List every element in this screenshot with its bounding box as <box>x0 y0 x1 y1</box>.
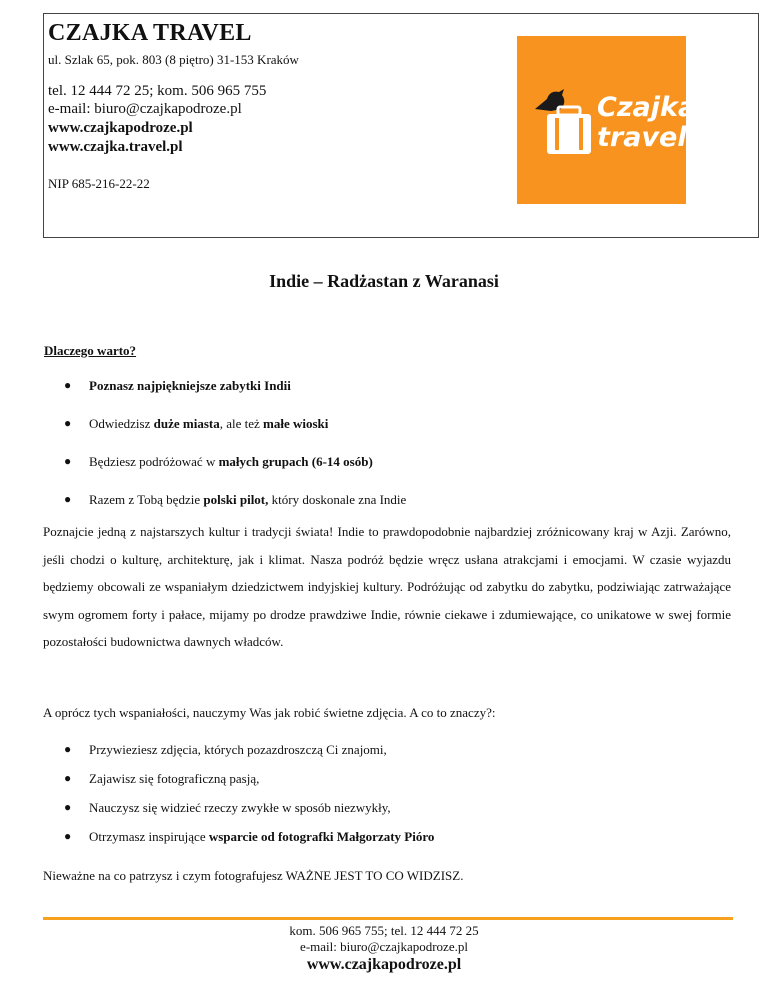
bullet-icon: ● <box>64 771 72 785</box>
logo-graphic <box>517 36 697 204</box>
list-item-bold: małe wioski <box>263 416 329 431</box>
bullet-icon: ● <box>64 454 72 468</box>
list-item-bold: wsparcie od fotografki Małgorzaty Pióro <box>208 829 435 844</box>
bullet-icon: ● <box>64 800 72 814</box>
list-item-bold: małych grupach (6-14 osób) <box>218 454 373 469</box>
list-item-bold: Poznasz najpiękniejsze zabytki Indii <box>89 378 291 393</box>
bullet-icon: ● <box>64 416 72 430</box>
list-item-text: który doskonale zna Indie <box>268 492 407 507</box>
contact-info <box>48 82 266 118</box>
bullet-icon: ● <box>64 492 72 506</box>
intro-paragraph: Poznajcie jedną z najstarszych kultur i tradycji świata! Indie to prawdopodobnie najbardziej zróżnicowany kraj w Azji. Zarówno, jeśli chodzi o kulturę, architekturę, jak i klimat. Nasza podróż będzie wręcz usłana atrakcjami i emocjami. W czasie wyjazdu będziemy obcowali ze wspaniałym dziedzictwem indyjskiej kultury. Podróżując od zabytku do zabytku, podziwiając zatrważające swym ogromem forty i pałace, mijamy po drodze prawdziwe Indie, równie ciekawe i zdumiewające, co unikatowe w swej formie pozostałości budownictwa dawnych władców. <box>43 524 731 649</box>
footer-divider <box>43 917 733 920</box>
bullet-icon: ● <box>64 742 72 756</box>
suitcase-icon <box>547 107 591 154</box>
email-address: e-mail: biuro@czajkapodroze.pl <box>48 101 242 117</box>
logo-text-line1: Czajka <box>597 92 697 123</box>
list-item-bold: polski pilot, <box>203 492 269 507</box>
why-heading: Dlaczego warto? <box>44 343 137 358</box>
footer-email: e-mail: biuro@czajkapodroze.pl <box>300 939 468 954</box>
company-address: ul. Szlak 65, pok. 803 (8 piętro) 31-153 Kraków <box>48 52 299 67</box>
list-item-text: Nauczysz się widzieć rzeczy zwykłe w sposób niezwykły, <box>89 800 391 815</box>
closing-paragraph: Nieważne na co patrzysz i czym fotografujesz WAŻNE JEST TO CO WIDZISZ. <box>43 868 464 883</box>
list-item-text: Przywieziesz zdjęcia, których pozazdroszczą Ci znajomi, <box>89 742 387 757</box>
bullet-icon: ● <box>64 829 72 843</box>
list-item-text: Zajawisz się fotograficzną pasją, <box>89 771 260 786</box>
company-logo <box>517 36 697 204</box>
tax-id: NIP 685-216-22-22 <box>48 176 150 191</box>
footer-website[interactable]: www.czajkapodroze.pl <box>306 956 462 973</box>
photo-intro-paragraph: A oprócz tych wspaniałości, nauczymy Was jak robić świetne zdjęcia. A co to znaczy?: <box>43 705 496 720</box>
page-title: Indie – Radżastan z Waranasi <box>269 271 499 291</box>
header-box <box>43 13 759 238</box>
company-name: CZAJKA TRAVEL <box>48 20 252 46</box>
list-item-text: Odwiedzisz <box>89 416 154 431</box>
list-item-text: Będziesz podróżować w <box>89 454 219 469</box>
bullet-icon: ● <box>64 378 72 392</box>
website-link-2[interactable]: www.czajka.travel.pl <box>48 139 183 155</box>
list-item-text: Razem z Tobą będzie <box>89 492 204 507</box>
list-item-bold: duże miasta <box>153 416 220 431</box>
footer-contact: kom. 506 965 755; tel. 12 444 72 25 <box>289 923 479 938</box>
websites <box>48 119 193 157</box>
website-link-1[interactable]: www.czajkapodroze.pl <box>48 120 193 136</box>
phone-numbers: tel. 12 444 72 25; kom. 506 965 755 <box>48 83 267 99</box>
logo-text-line2: travel <box>597 122 687 153</box>
list-item-text: Otrzymasz inspirujące <box>89 829 209 844</box>
list-item-text: , ale też <box>219 416 264 431</box>
